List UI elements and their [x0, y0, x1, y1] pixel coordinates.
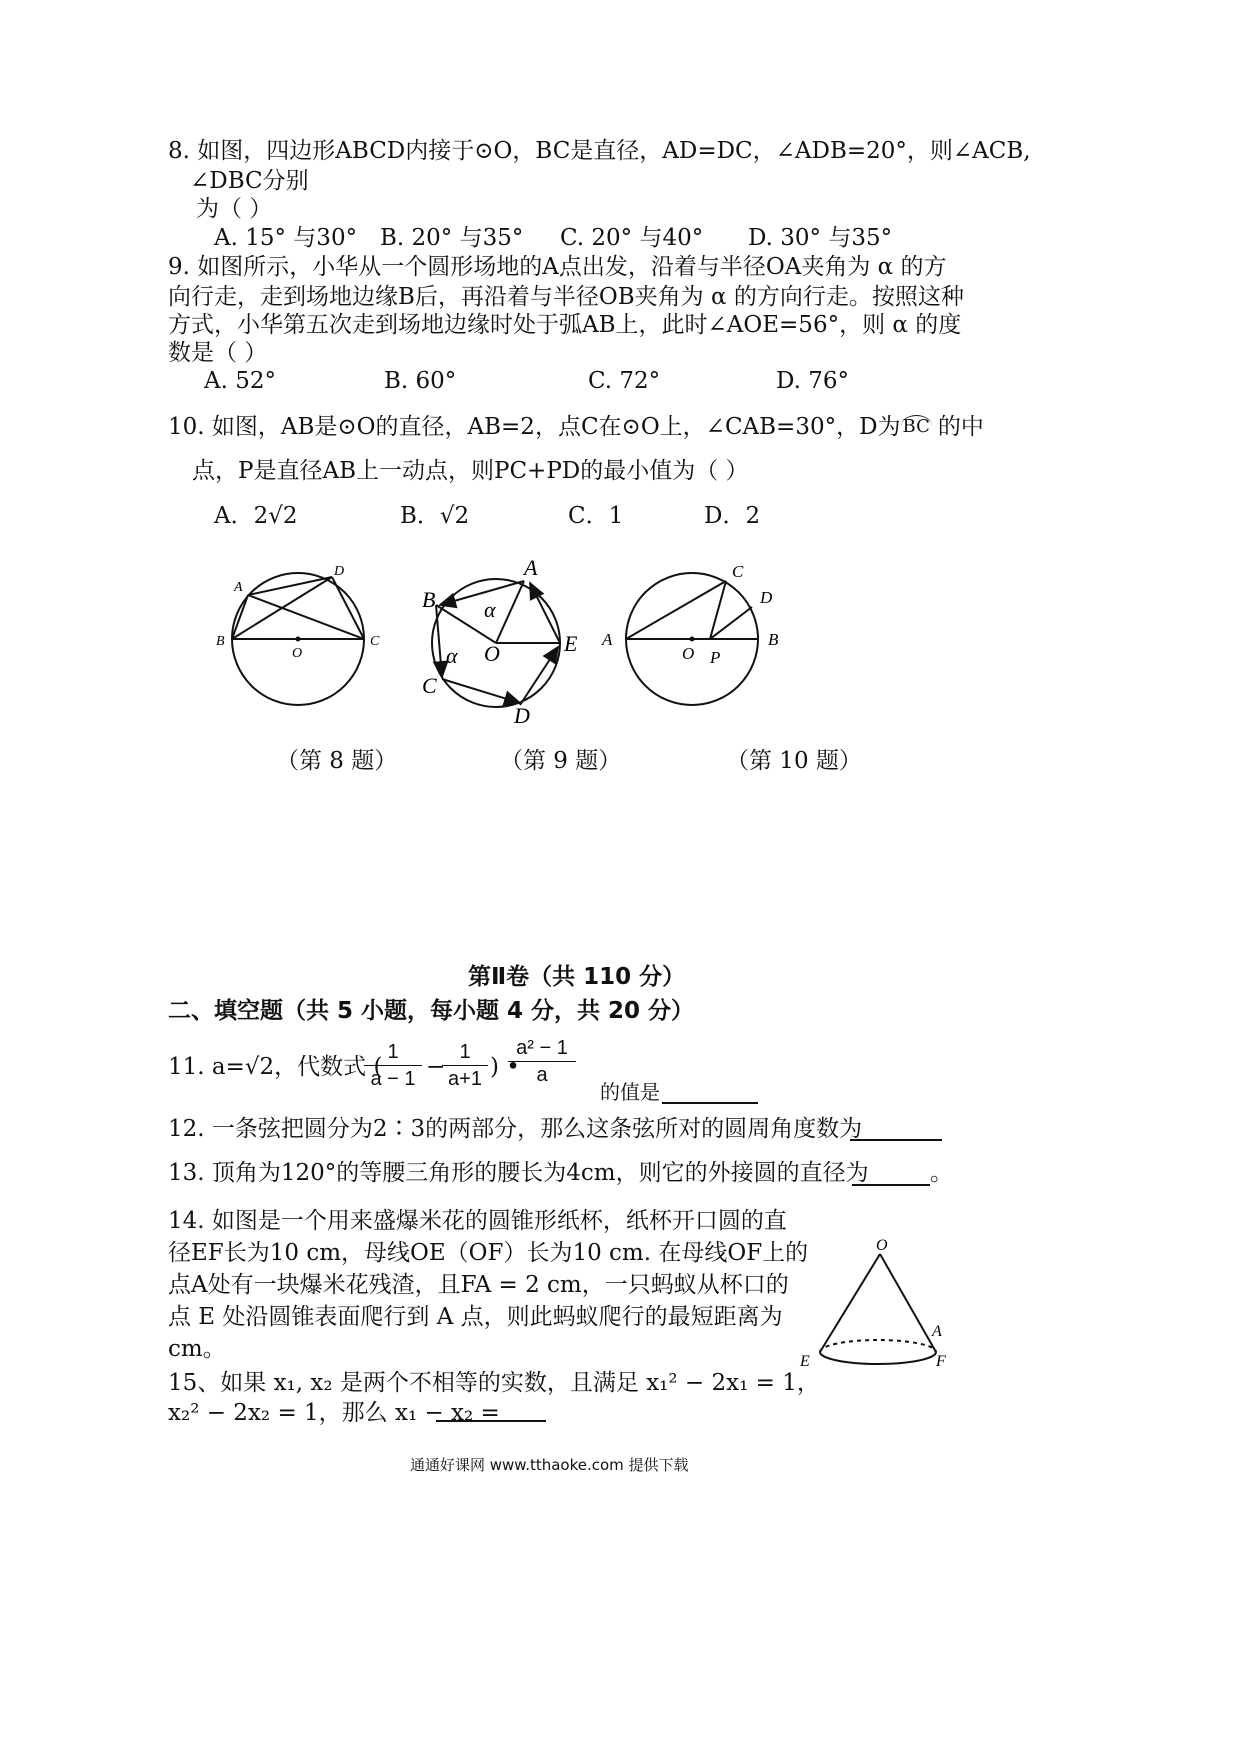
fig8-caption: （第 8 题）: [276, 748, 398, 774]
q10-option-b: B．√2: [400, 503, 470, 529]
q8-option-d: D. 30° 与35°: [748, 225, 893, 251]
q11-fraction-3: [508, 1036, 576, 1087]
fig10-label-c: C: [732, 562, 744, 581]
q11-frac2-num: 1: [459, 1041, 471, 1063]
q11-frac2-den: a+1: [448, 1068, 482, 1090]
q8-line2: ∠DBC分别: [190, 168, 309, 194]
q10-option-c: C．1: [568, 503, 624, 529]
cone-figure: [790, 1232, 960, 1372]
q11-fraction-1: [364, 1040, 422, 1091]
q13-answer-blank[interactable]: [852, 1184, 930, 1186]
q9-option-a: A. 52°: [204, 368, 276, 394]
fig9-label-e: E: [564, 631, 578, 656]
fig8-label-c: C: [370, 634, 380, 649]
q10-line1-tail: 的中: [937, 414, 984, 440]
fig10-label-b: B: [768, 630, 779, 649]
q11-frac1-den: a − 1: [370, 1068, 416, 1090]
q14-line5: cm。: [168, 1336, 226, 1362]
q11-prefix: 11. a=√2，代数式 (: [168, 1054, 383, 1080]
q9-line2: 向行走，走到场地边缘B后，再沿着与半径OB夹角为 α 的方向行走。按照这种: [168, 284, 964, 310]
q9-option-c: C. 72°: [588, 368, 661, 394]
q11-minus: −: [426, 1054, 446, 1080]
q14-line4: 点 E 处沿圆锥表面爬行到 A 点，则此蚂蚁爬行的最短距离为: [168, 1304, 783, 1330]
fig8-label-b: B: [216, 634, 225, 649]
q9-option-b: B. 60°: [384, 368, 457, 394]
q11-frac3-num: a² − 1: [516, 1037, 568, 1059]
q9-option-d: D. 76°: [776, 368, 850, 394]
q8-option-b: B. 20° 与35°: [380, 225, 524, 251]
fig8-label-o: O: [292, 646, 303, 661]
q11-suffix: 的值是: [600, 1080, 660, 1104]
fig9-label-b: B: [422, 587, 436, 612]
fig10-label-o: O: [682, 644, 695, 663]
q12-answer-blank[interactable]: [850, 1139, 942, 1141]
figure-10: [596, 555, 796, 715]
fig8-label-a: A: [234, 580, 243, 595]
q13-text: 13. 顶角为120°的等腰三角形的腰长为4cm，则它的外接圆的直径为: [168, 1160, 869, 1186]
fig10-caption: （第 10 题）: [726, 748, 862, 774]
q10-line1: [168, 416, 984, 439]
q11-close: ) •: [490, 1054, 520, 1080]
section-heading: 二、填空题（共 5 小题，每小题 4 分，共 20 分）: [168, 998, 695, 1024]
q14-line1: 14. 如图是一个用来盛爆米花的圆锥形纸杯，纸杯开口圆的直: [168, 1208, 787, 1234]
q15-answer-blank[interactable]: [436, 1420, 546, 1422]
fig9-label-a: A: [524, 555, 538, 580]
figure-9: [412, 555, 592, 725]
fig9-label-alpha1: α: [484, 597, 496, 622]
q10-option-a: A．2√2: [214, 503, 298, 529]
fraction-bar: [508, 1061, 576, 1062]
q15-line1: 15、如果 x₁, x₂ 是两个不相等的实数，且满足 x₁² − 2x₁ = 1，: [168, 1370, 820, 1396]
fig10-label-p: P: [710, 648, 721, 667]
q8-line1: 8. 如图，四边形ABCD内接于⊙O，BC是直径，AD=DC，∠ADB=20°，则∠ACB,: [168, 138, 1031, 164]
fig10-label-a: A: [602, 630, 613, 649]
q13-end: 。: [930, 1160, 953, 1186]
fig9-label-o: O: [484, 641, 500, 666]
section-title: 第Ⅱ卷（共 110 分）: [468, 964, 686, 990]
q10-line1-text: 10. 如图，AB是⊙O的直径，AB=2，点C在⊙O上，∠CAB=30°，D为: [168, 414, 901, 440]
cone-label-a: A: [932, 1323, 942, 1340]
q11-frac1-num: 1: [387, 1041, 399, 1063]
cone-label-f: F: [936, 1353, 946, 1370]
q9-line3: 方式，小华第五次走到场地边缘时处于弧AB上，此时∠AOE=56°，则 α 的度: [168, 312, 962, 338]
q11-fraction-2: [442, 1040, 488, 1091]
q12-text: 12. 一条弦把圆分为2∶3的两部分，那么这条弦所对的圆周角度数为: [168, 1116, 863, 1142]
q10-arc-label: BC: [902, 416, 930, 437]
q9-line4: 数是（ ）: [168, 340, 268, 366]
fraction-bar: [442, 1065, 488, 1066]
q10-option-d: D．2: [704, 503, 761, 529]
q14-line2: 径EF长为10 cm，母线OE（OF）长为10 cm. 在母线OF上的: [168, 1240, 809, 1266]
fig9-label-d: D: [514, 703, 530, 725]
fraction-bar: [364, 1065, 422, 1066]
fig9-caption: （第 9 题）: [500, 748, 622, 774]
footer: 通通好课网 www.tthaoke.com 提供下载: [410, 1456, 689, 1474]
fig9-label-c: C: [422, 673, 437, 698]
q8-option-a: A. 15° 与30°: [214, 225, 358, 251]
q14-line3: 点A处有一块爆米花残渣，且FA = 2 cm，一只蚂蚁从杯口的: [168, 1272, 789, 1298]
fig9-label-alpha2: α: [446, 643, 458, 668]
q11-frac3-den: a: [536, 1064, 548, 1086]
figure-8: [210, 555, 390, 715]
q8-line3: 为（ ）: [196, 196, 273, 222]
cone-label-e: E: [800, 1353, 810, 1370]
cone-label-o: O: [876, 1237, 888, 1254]
q9-line1: 9. 如图所示，小华从一个圆形场地的A点出发，沿着与半径OA夹角为 α 的方: [168, 254, 947, 280]
fig8-label-d: D: [334, 564, 345, 579]
fig10-label-d: D: [760, 588, 773, 607]
q10-line2: 点，P是直径AB上一动点，则PC+PD的最小值为（ ）: [192, 458, 749, 484]
q8-option-c: C. 20° 与40°: [560, 225, 704, 251]
q15-line2: x₂² − 2x₂ = 1，那么 x₁ − x₂ =: [168, 1400, 500, 1426]
q11-answer-blank[interactable]: [662, 1102, 758, 1104]
